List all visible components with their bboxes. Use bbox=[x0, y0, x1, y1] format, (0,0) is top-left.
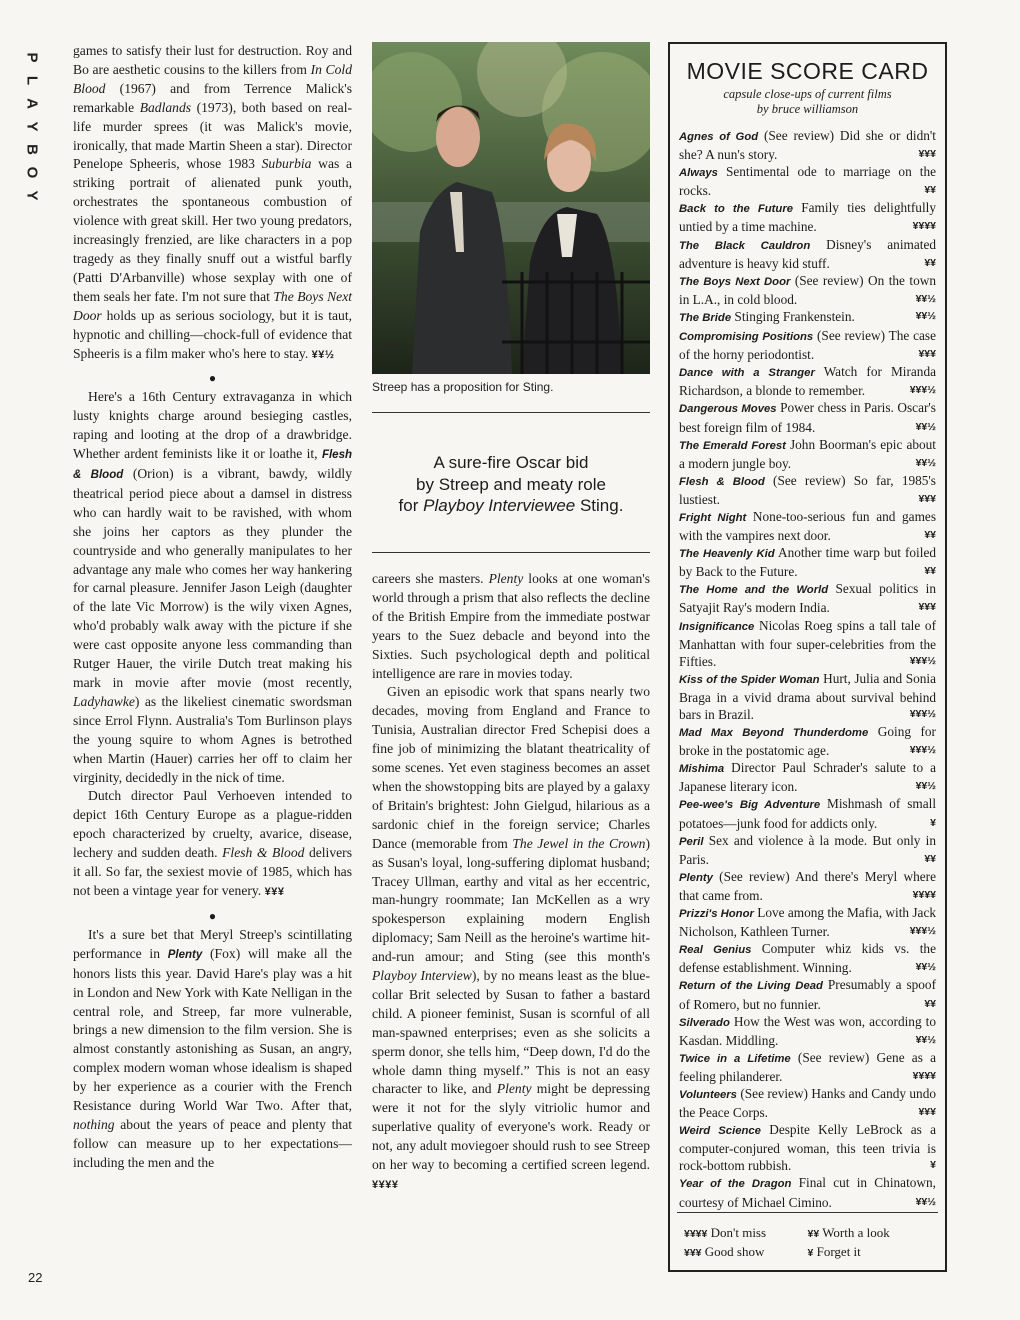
text-run: looks at one woman's world through a prism that also reflects the decline of the British Empire from the immediate postwar years to the Suez debacle and beyond into the Sixties. Such psychological depth and political intelligence are rare in movies today. bbox=[372, 571, 650, 681]
score-card-entry bbox=[679, 617, 936, 670]
film-title: Dance with a Stranger bbox=[679, 367, 815, 380]
film-title: Mishima bbox=[679, 763, 725, 776]
film-capsule: Hurt, Julia and Sonia Braga in a vivid drama about survival behind bars in Brazil. bbox=[679, 670, 936, 722]
magazine-letter: L bbox=[23, 75, 41, 86]
legend-key: ¥¥ bbox=[807, 1228, 820, 1240]
score-card-entry bbox=[679, 723, 936, 759]
text-run: Plenty bbox=[167, 948, 203, 961]
score-card-entry bbox=[679, 236, 936, 272]
score-card-entry bbox=[679, 163, 936, 199]
film-title: The Home and the World bbox=[679, 584, 829, 597]
film-title: Volunteers bbox=[679, 1088, 737, 1101]
score-card-entry bbox=[679, 544, 936, 580]
text-run: It's a sure bet that Meryl Streep's scintillating performance in bbox=[73, 926, 352, 961]
photo-caption: Streep has a proposition for Sting. bbox=[372, 380, 554, 394]
film-title: Plenty bbox=[679, 871, 713, 884]
score-card-entry bbox=[679, 904, 936, 940]
text-run: delivers it all. So far, the sexiest movie of 1985, which has not been a vintage year for venery. bbox=[73, 845, 352, 898]
pull-quote-text: for bbox=[398, 496, 424, 515]
legend-label: Don't miss bbox=[710, 1225, 767, 1240]
text-run: nothing bbox=[73, 1116, 115, 1132]
film-title: Insignificance bbox=[679, 620, 755, 633]
film-title: Dangerous Moves bbox=[679, 403, 777, 416]
text-run: (1973), both based on real-life murder sprees (it was Malick's movie, ironically, that made Martin Sheen a star). Director Penelope Spheeris, whose 1983 bbox=[73, 99, 353, 172]
film-still-illustration bbox=[372, 42, 650, 374]
legend-label: Good show bbox=[704, 1244, 765, 1259]
film-capsule: Watch for Miranda Richardson, a blonde to remember. bbox=[679, 364, 937, 399]
film-title: The Boys Next Door bbox=[679, 275, 791, 288]
score-card-subtitle: capsule close-ups of current films bbox=[723, 87, 892, 101]
text-run: In Cold Blood bbox=[73, 61, 352, 96]
film-title: Flesh & Blood bbox=[679, 475, 765, 488]
film-rating: ¥¥ bbox=[924, 184, 936, 197]
text-run: Given an episodic work that spans nearly two decades, moving from England and France to Tunisia, Australian director Fred Schepisi does a fine job of minimizing the blatant theatricality of some scenes. Yet even staginess becomes an asset when the showstopping bits are played by a galaxy of Britain's brightest: John Gielgud, hilarious as a sardonic chief in the foreign service; Charles Dance (memorable from bbox=[372, 684, 650, 851]
text-run: Plenty bbox=[496, 1081, 532, 1097]
text-run: Ladyhawke bbox=[73, 693, 135, 709]
film-capsule: Stinging Frankenstein. bbox=[731, 308, 855, 324]
section-bullet: ● bbox=[208, 908, 217, 923]
score-card-entry bbox=[679, 1121, 936, 1174]
film-capsule: Final cut in Chinatown, courtesy of Michael Cimino. bbox=[679, 1175, 936, 1210]
film-capsule: Nicolas Roeg spins a tall tale of Manhattan with four super-celebrities from the Fifties. bbox=[679, 617, 936, 669]
text-run: Flesh & Blood bbox=[73, 449, 352, 482]
text-run: Here's a 16th Century extravaganza in which lusty knights charge around besieging castles, raping and looting at the drop of a drawbridge. Whether ardent feminists like it or loathe it, bbox=[73, 389, 352, 462]
rating-symbol: ¥¥¥ bbox=[264, 885, 285, 898]
film-rating: ¥¥ bbox=[924, 997, 936, 1010]
article-column-left bbox=[73, 42, 352, 1173]
film-capsule: None-too-serious fun and games with the vampires next door. bbox=[679, 508, 936, 544]
film-title: Real Genius bbox=[679, 944, 752, 957]
film-rating: ¥¥¥½ bbox=[909, 384, 936, 397]
magazine-letter: A bbox=[23, 98, 41, 109]
score-card-entry bbox=[679, 508, 936, 544]
score-card-byline: by bruce williamson bbox=[756, 102, 859, 116]
film-title: Back to the Future bbox=[679, 203, 793, 216]
score-card-entry bbox=[679, 1049, 936, 1085]
score-card-entry bbox=[679, 795, 936, 831]
magazine-letter: O bbox=[23, 166, 41, 179]
film-rating: ¥¥¥½ bbox=[909, 925, 936, 938]
film-rating: ¥¥¥ bbox=[918, 1106, 936, 1119]
film-rating: ¥¥½ bbox=[915, 780, 936, 793]
article-paragraph bbox=[73, 388, 352, 787]
film-title: Always bbox=[679, 167, 718, 180]
page-number: 22 bbox=[28, 1270, 43, 1285]
film-capsule: (See review) And there's Meryl where that came from. bbox=[679, 868, 936, 903]
text-run: The Boys Next Door bbox=[73, 288, 353, 323]
rating-legend bbox=[684, 1224, 931, 1262]
film-capsule: Sexual politics in Satyajit Ray's modern India. bbox=[679, 581, 937, 616]
film-rating: ¥¥¥ bbox=[918, 348, 936, 361]
score-card-entry bbox=[679, 759, 936, 795]
score-card-entry bbox=[679, 832, 936, 868]
film-capsule: John Boorman's epic about a modern jungle boy. bbox=[679, 436, 936, 471]
film-title: Twice in a Lifetime bbox=[679, 1052, 791, 1065]
film-rating: ¥ bbox=[930, 1159, 936, 1172]
score-card-entry bbox=[679, 940, 936, 976]
film-capsule: Love among the Mafia, with Jack Nicholson, Kathleen Turner. bbox=[679, 905, 936, 940]
score-card-entry bbox=[679, 272, 936, 308]
film-capsule: Presumably a spoof of Romero, but no funnier. bbox=[679, 977, 936, 1012]
pullquote-bottom-rule bbox=[372, 552, 650, 553]
film-rating: ¥¥½ bbox=[915, 292, 936, 305]
film-rating: ¥¥¥½ bbox=[909, 654, 936, 667]
legend-item bbox=[684, 1224, 808, 1243]
film-capsule: Despite Kelly LeBrock as a computer-conjured woman, this teen trivia is rock-bottom rubbish. bbox=[679, 1122, 936, 1174]
film-rating: ¥¥ bbox=[924, 852, 936, 865]
magazine-letter: B bbox=[23, 144, 41, 155]
text-run: (1967) and from Terrence Malick's remarkable bbox=[73, 80, 352, 115]
score-card-entry bbox=[679, 363, 936, 399]
text-run: Flesh & Blood bbox=[222, 845, 305, 861]
score-card-entry bbox=[679, 580, 936, 616]
text-run: ), by no means least as the blue-collar Brit selected by Susan to father a bastard child. A pioneer feminist, Susan is scornful of all man-spawned enterprises; even as she solicits a sperm donor, she tells him, “Deep down, I'd do the whole damn thing myself.” This is not an easy character to like, and bbox=[372, 968, 650, 1097]
text-run: Badlands bbox=[139, 99, 192, 115]
film-capsule: (See review) The case of the horny periodontist. bbox=[679, 328, 937, 363]
film-capsule: Mishmash of small potatoes—junk food for addicts only. bbox=[679, 796, 937, 831]
score-card-entry bbox=[679, 436, 936, 472]
film-rating: ¥ bbox=[930, 816, 936, 829]
score-card-entries bbox=[679, 127, 936, 1211]
score-card-entry bbox=[679, 472, 936, 508]
film-title: Compromising Positions bbox=[679, 331, 814, 344]
film-capsule: (See review) Gene as a feeling philanderer. bbox=[679, 1049, 936, 1084]
film-rating: ¥¥½ bbox=[915, 309, 936, 322]
film-rating: ¥¥½ bbox=[915, 420, 936, 433]
text-run: ) as the likeliest cinematic swordsman since Errol Flynn. Australia's Tom Burlinson plays the young squire to whom Agnes is betrothed when Martin (Hauer) carries her off to claim her virginity, decidedly in the nick of time. bbox=[73, 693, 352, 785]
film-title: Prizzi's Honor bbox=[679, 908, 754, 921]
film-rating: ¥¥¥ bbox=[918, 148, 936, 161]
legend-item bbox=[808, 1224, 932, 1243]
text-run: might be depressing were it not for the slyly vitriolic humor and superlative quality of everyone's work. Ready or not, any adult moviegoer should rush to see Streep on her way to becoming a certified screen legend. bbox=[372, 1081, 651, 1173]
rating-symbol: ¥¥¥¥ bbox=[372, 1179, 399, 1191]
film-title: Agnes of God bbox=[679, 131, 759, 143]
score-card-entry bbox=[679, 670, 936, 723]
pull-quote-line: A sure-fire Oscar bid bbox=[433, 453, 589, 472]
text-run: Playboy Interview bbox=[372, 968, 472, 984]
text-run: about the years of peace and plenty that follow can measure up to her expectations—including the men and the bbox=[73, 1116, 352, 1170]
film-title: The Heavenly Kid bbox=[679, 548, 775, 561]
legend-item bbox=[684, 1243, 808, 1262]
pullquote-top-rule bbox=[372, 412, 650, 413]
film-title: The Bride bbox=[679, 311, 732, 324]
score-card-entry bbox=[679, 308, 936, 327]
magazine-letter: Y bbox=[23, 190, 41, 201]
score-card-entry bbox=[679, 1013, 936, 1049]
text-run: The Jewel in the Crown bbox=[512, 835, 646, 851]
article-paragraph bbox=[372, 683, 650, 1194]
pull-quote-line: by Streep and meaty role bbox=[416, 474, 606, 494]
legend-key: ¥ bbox=[807, 1247, 814, 1259]
score-card-entry bbox=[679, 399, 936, 435]
legend-item bbox=[808, 1243, 932, 1262]
text-run: (Fox) will make all the honors lists this year. David Hare's play was a hit in London and New York with Kate Nelligan in the central role, and Streep, far more vulnerable, brings a new dimension to the film version. She is almost constantly astonishing as Susan, an angry, complex modern woman whose idealism is shaped by her experience as a courier with the French Resistance during World War Two. After that, bbox=[73, 945, 352, 1114]
film-rating: ¥¥¥½ bbox=[909, 744, 936, 757]
film-rating: ¥¥½ bbox=[915, 1033, 936, 1046]
film-title: Pee-wee's Big Adventure bbox=[679, 799, 821, 812]
film-capsule: (See review) Hanks and Candy undo the Peace Corps. bbox=[679, 1085, 936, 1121]
film-title: Weird Science bbox=[679, 1125, 761, 1138]
pull-quote-text: Playboy Interviewee bbox=[423, 496, 576, 515]
film-title: Fright Night bbox=[679, 511, 747, 524]
film-rating: ¥¥½ bbox=[915, 961, 936, 974]
film-rating: ¥¥½ bbox=[915, 456, 936, 469]
score-card-title: MOVIE SCORE CARD bbox=[686, 58, 929, 84]
film-capsule: Sentimental ode to marriage on the rocks. bbox=[679, 164, 936, 199]
text-run: games to satisfy their lust for destruction. Roy and Bo are aesthetic cousins to the killers from bbox=[73, 43, 352, 77]
legend-label: Forget it bbox=[816, 1244, 861, 1259]
film-capsule: Disney's animated adventure is heavy kid stuff. bbox=[679, 236, 936, 271]
score-card-entry bbox=[679, 199, 936, 235]
film-title: The Emerald Forest bbox=[679, 439, 786, 452]
film-title: Mad Max Beyond Thunderdome bbox=[679, 727, 869, 740]
score-card-legend-rule bbox=[677, 1212, 938, 1213]
article-column-middle bbox=[372, 570, 650, 1195]
film-rating: ¥¥¥¥ bbox=[912, 1069, 936, 1082]
film-capsule: Family ties delightfully untied by a time machine. bbox=[679, 200, 936, 235]
film-title: Year of the Dragon bbox=[679, 1178, 792, 1191]
score-card-entry bbox=[679, 868, 936, 904]
text-run: Dutch director Paul Verhoeven intended to depict 16th Century Europe as a plague-ridden epoch characterized by cruelty, avarice, disease, lechery and sudden death. bbox=[73, 788, 352, 861]
text-run: Suburbia bbox=[261, 156, 312, 172]
film-capsule: (See review) So far, 1985's lustiest. bbox=[679, 472, 936, 507]
text-run: holds up as serious sociology, but it is taut, hypnotic and chilling—chock-full of evidence that Spheeris is a film maker who's here to stay. bbox=[73, 307, 352, 361]
score-card-entry bbox=[679, 327, 936, 363]
article-paragraph bbox=[372, 570, 650, 683]
pull-quote-text: Sting. bbox=[575, 496, 624, 515]
film-capsule: Director Paul Schrader's salute to a Japanese literary icon. bbox=[679, 760, 936, 795]
movie-score-card bbox=[668, 42, 947, 1272]
film-rating: ¥¥¥½ bbox=[909, 708, 936, 720]
film-title: Peril bbox=[679, 835, 704, 848]
text-run: ) as Susan's loyal, long-suffering diplomat husband; Tracey Ullman, earthy and vital as her eccentric, man-hungry roommate; Ian McKellen as a wry spokesperson explaining modern English diplomacy; Sam Neill as the heroine's wartime hit-and-run amour; and Sting (see this month's bbox=[372, 835, 651, 965]
film-capsule: Computer whiz kids vs. the defense establishment. Winning. bbox=[679, 941, 936, 976]
article-paragraph bbox=[73, 42, 352, 364]
film-rating: ¥¥¥ bbox=[918, 492, 936, 505]
legend-key: ¥¥¥ bbox=[684, 1247, 702, 1259]
film-capsule: (See review) On the town in L.A., in cold blood. bbox=[679, 272, 936, 307]
film-rating: ¥¥¥¥ bbox=[912, 888, 936, 901]
article-paragraph bbox=[73, 926, 352, 1173]
film-still-photo bbox=[372, 42, 650, 374]
film-rating: ¥¥ bbox=[924, 565, 936, 578]
film-rating: ¥¥ bbox=[924, 529, 936, 542]
legend-key: ¥¥¥¥ bbox=[684, 1228, 708, 1240]
film-capsule: How the West was won, according to Kasdan. Middling. bbox=[679, 1013, 936, 1048]
film-capsule: Sex and violence à la mode. But only in Paris. bbox=[679, 832, 936, 867]
film-rating: ¥¥½ bbox=[915, 1195, 936, 1208]
text-run: (Orion) is a vibrant, bawdy, wildly theatrical period piece about a damsel in distress who can hardly wait to be ravished, with whom she joins her captors as they plunder the countryside and who generally manipulates to her advantage any male who comes her way hankering for carnal pleasure. Jennifer Jason Leigh (daughter of the late Vic Morrow) is the wily vixen Agnes, who'd probably walk away with the picture if she were cast opposite anyone less commanding than Rutger Hauer, the virile Dutch treat making his mark in movie after movie (most recently, bbox=[73, 466, 352, 690]
score-card-entry bbox=[679, 127, 936, 163]
section-bullet: ● bbox=[208, 371, 217, 386]
text-run: was a striking portrait of alienated punk youth, orchestrates the spontaneous combustion of violence with great skill. Her two young predators, increasingly frenzied, are like characters in a pop tragedy as they finally snuff out a wistful barfly (Patti D'Arbanville) whose sexplay with one of them seals her fate. I'm not sure that bbox=[73, 156, 352, 304]
film-rating: ¥¥¥¥ bbox=[912, 220, 936, 233]
film-capsule: Going for broke in the postatomic age. bbox=[679, 724, 936, 759]
magazine-letter: Y bbox=[23, 121, 41, 132]
score-card-entry bbox=[679, 1174, 936, 1210]
magazine-name-vertical bbox=[20, 46, 44, 207]
film-capsule: Another time warp but foiled by Back to the Future. bbox=[679, 545, 936, 580]
film-title: The Black Cauldron bbox=[679, 239, 811, 252]
magazine-letter: P bbox=[23, 52, 41, 63]
film-rating: ¥¥¥ bbox=[918, 601, 936, 614]
text-run: Plenty bbox=[488, 571, 524, 586]
article-paragraph bbox=[73, 787, 352, 901]
film-title: Silverado bbox=[679, 1016, 730, 1029]
film-title: Return of the Living Dead bbox=[679, 980, 823, 993]
film-rating: ¥¥ bbox=[924, 256, 936, 269]
film-capsule: Power chess in Paris. Oscar's best foreign film of 1984. bbox=[679, 400, 936, 435]
rating-symbol: ¥¥½ bbox=[311, 348, 335, 361]
pull-quote-line bbox=[372, 495, 650, 517]
text-run: careers she masters. bbox=[372, 571, 489, 586]
legend-label: Worth a look bbox=[822, 1225, 890, 1240]
score-card-entry bbox=[679, 976, 936, 1012]
pull-quote bbox=[372, 452, 650, 517]
score-card-entry bbox=[679, 1085, 936, 1121]
film-title: Kiss of the Spider Woman bbox=[679, 673, 820, 686]
film-capsule: (See review) Did she or didn't she? A nun's story. bbox=[679, 128, 936, 163]
